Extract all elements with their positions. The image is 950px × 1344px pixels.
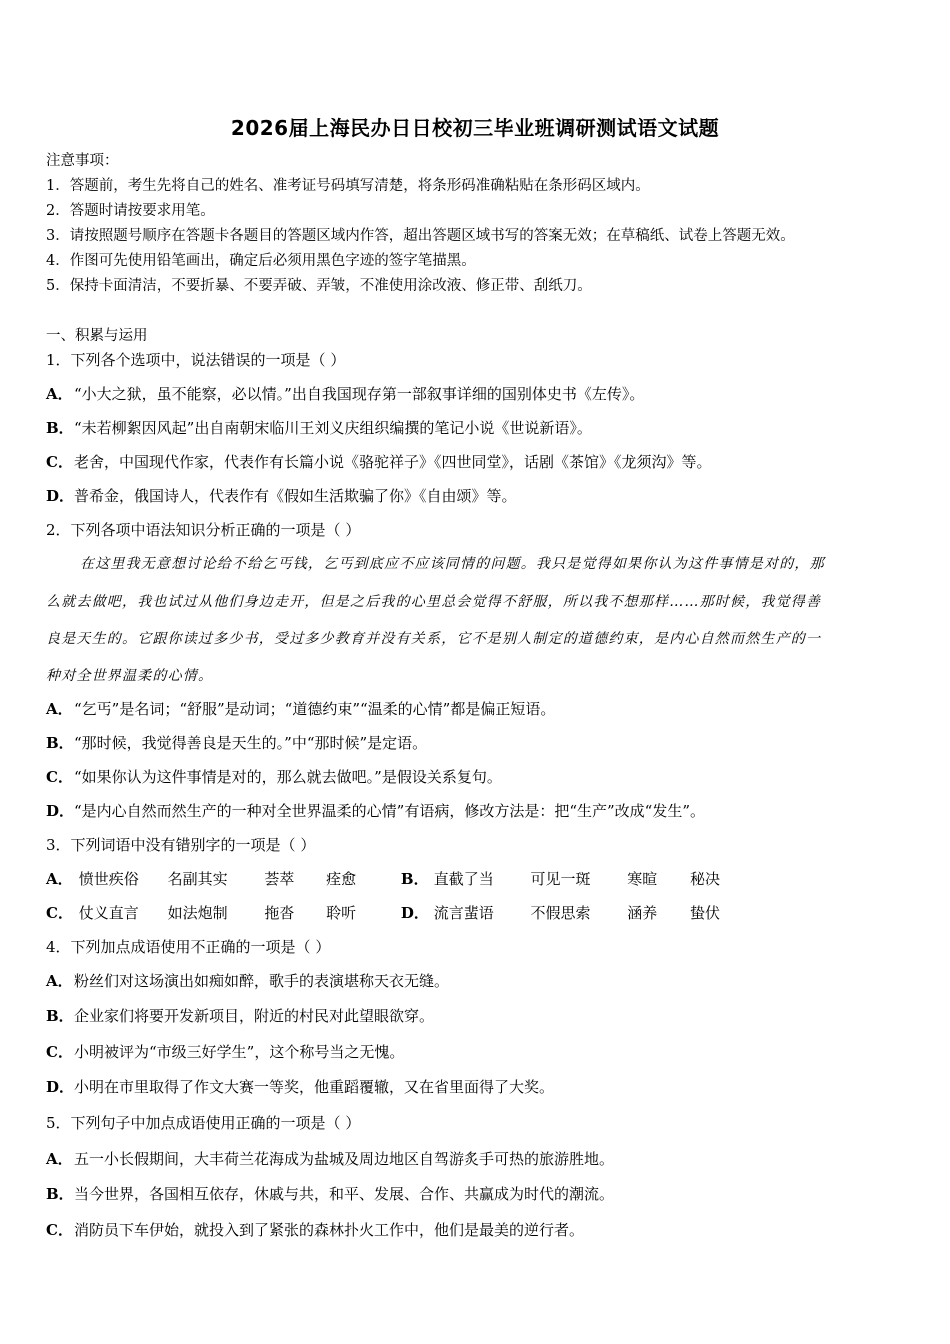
answer-option (46, 733, 427, 753)
option-text: “小大之狱，虽不能察，必以情。”出自我国现存第一部叙事详细的国别体史书《左传》。 (74, 385, 645, 403)
answer-option (46, 1220, 584, 1240)
answer-option (46, 971, 449, 991)
option-text: “乞丐”是名词；“舒服”是动词；“道德约束”“温柔的心情”都是偏正短语。 (74, 700, 556, 718)
passage-line: 良是天生的。它跟你读过多少书，受过多少教育并没有关系，它不是别人制定的道德约束，是内心自然而然生产的一 (46, 631, 822, 647)
option-text: “那时候，我觉得善良是天生的。”中“那时候”是定语。 (74, 734, 428, 752)
word: 仗义直言 (78, 904, 139, 922)
answer-option (46, 418, 592, 438)
option-label: D． (400, 904, 429, 922)
word: 蛰伏 (690, 904, 721, 922)
option-label: C． (46, 904, 73, 922)
option-text: 当今世界，各国相互依存，休戚与共，和平、发展、合作、共赢成为时代的潮流。 (74, 1185, 615, 1203)
page-title: 2026届上海民办日日校初三毕业班调研测试语文试题 (230, 116, 720, 140)
word: 名副其实 (167, 870, 228, 888)
word: 如法炮制 (167, 904, 228, 922)
answer-option (46, 486, 517, 506)
answer-option (46, 1006, 434, 1026)
word: 涵养 (627, 904, 658, 922)
answer-option (46, 1042, 404, 1062)
word-options-row (46, 903, 730, 923)
word: 愤世疾俗 (78, 870, 139, 888)
option-label: A． (46, 972, 73, 990)
notice-item: 5．保持卡面清洁，不要折暴、不要弄破、弄皱，不准使用涂改液、修正带、刮纸刀。 (46, 278, 592, 294)
option-label: B． (46, 419, 74, 437)
option-label: A． (46, 1150, 73, 1168)
option-text: 企业家们将要开发新项目，附近的村民对此望眼欲穿。 (74, 1007, 435, 1025)
answer-option (46, 384, 644, 404)
answer-option (46, 452, 712, 472)
word: 不假思索 (530, 904, 591, 922)
section-heading: 一、积累与运用 (46, 328, 148, 344)
question-stem: 2．下列各项中语法知识分析正确的一项是（ ） (46, 521, 361, 539)
option-label: B． (46, 1007, 74, 1025)
notice-item: 4．作图可先使用铅笔画出，确定后必须用黑色字迹的签字笔描黑。 (46, 253, 476, 269)
notice-item: 2．答题时请按要求用笔。 (46, 203, 215, 219)
answer-option (46, 1077, 554, 1097)
question-stem: 3．下列词语中没有错别字的一项是（ ） (46, 836, 316, 854)
option-label: B． (46, 1185, 74, 1203)
option-text: 粉丝们对这场演出如痴如醉，歌手的表演堪称天衣无缝。 (74, 972, 450, 990)
option-label: B． (400, 870, 429, 888)
option-text: 普希金，俄国诗人，代表作有《假如生活欺骗了你》《自由颂》等。 (74, 487, 517, 505)
word: 秘决 (690, 870, 721, 888)
answer-option (46, 699, 555, 719)
word: 流言蜚语 (433, 904, 494, 922)
answer-option (46, 1149, 614, 1169)
question-stem: 4．下列加点成语使用不正确的一项是（ ） (46, 938, 331, 956)
option-label: C． (46, 453, 73, 471)
question-stem: 1．下列各个选项中，说法错误的一项是（ ） (46, 351, 346, 369)
option-text: 五一小长假期间，大丰荷兰花海成为盐城及周边地区自驾游炙手可热的旅游胜地。 (74, 1150, 615, 1168)
option-label: A． (46, 385, 73, 403)
option-label: C． (46, 1221, 73, 1239)
option-text: 小明在市里取得了作文大赛一等奖，他重蹈覆辙，又在省里面得了大奖。 (74, 1078, 555, 1096)
word: 痊愈 (326, 870, 357, 888)
notice-heading: 注意事项： (46, 153, 119, 169)
passage-line: 在这里我无意想讨论给不给乞丐钱，乞丐到底应不应该同情的问题。我只是觉得如果你认为这件事情是对的，那 (80, 556, 825, 572)
word: 直截了当 (433, 870, 494, 888)
word: 拖沓 (264, 904, 295, 922)
option-label: A． (46, 700, 73, 718)
option-label: D． (46, 802, 75, 820)
option-label: D． (46, 1078, 75, 1096)
option-label: C． (46, 1043, 73, 1061)
notice-item: 3．请按照题号顺序在答题卡各题目的答题区域内作答，超出答题区域书写的答案无效；在草稿纸、试卷上答题无效。 (46, 228, 795, 244)
answer-option (46, 1184, 614, 1204)
answer-option (46, 767, 502, 787)
option-text: “未若柳絮因风起”出自南朝宋临川王刘义庆组织编撰的笔记小说《世说新语》。 (74, 419, 592, 437)
word-options-row (46, 869, 730, 889)
word: 寒暄 (627, 870, 658, 888)
question-stem: 5．下列句子中加点成语使用正确的一项是（ ） (46, 1114, 361, 1132)
passage-line: 种对全世界温柔的心情。 (46, 668, 214, 684)
word: 可见一斑 (530, 870, 591, 888)
word: 聆听 (326, 904, 357, 922)
option-label: B． (46, 734, 74, 752)
option-text: “是内心自然而然生产的一种对全世界温柔的心情”有语病，修改方法是：把“生产”改成“发生”。 (74, 802, 706, 820)
option-text: “如果你认为这件事情是对的，那么就去做吧。”是假设关系复句。 (74, 768, 502, 786)
option-text: 小明被评为“市级三好学生”，这个称号当之无愧。 (74, 1043, 405, 1061)
passage-line: 么就去做吧，我也试过从他们身边走开，但是之后我的心里总会觉得不舒服，所以我不想那样……那时候，我觉得善 (46, 594, 822, 610)
option-label: C． (46, 768, 73, 786)
answer-option (46, 801, 705, 821)
notice-item: 1．答题前，考生先将自己的姓名、准考证号码填写清楚，将条形码准确粘贴在条形码区域内。 (46, 178, 650, 194)
word: 荟萃 (264, 870, 295, 888)
option-label: D． (46, 487, 75, 505)
option-text: 老舍，中国现代作家，代表作有长篇小说《骆驼祥子》《四世同堂》，话剧《茶馆》《龙须沟》等。 (74, 453, 712, 471)
option-text: 消防员下车伊始，就投入到了紧张的森林扑火工作中，他们是最美的逆行者。 (74, 1221, 585, 1239)
option-label: A． (46, 870, 73, 888)
